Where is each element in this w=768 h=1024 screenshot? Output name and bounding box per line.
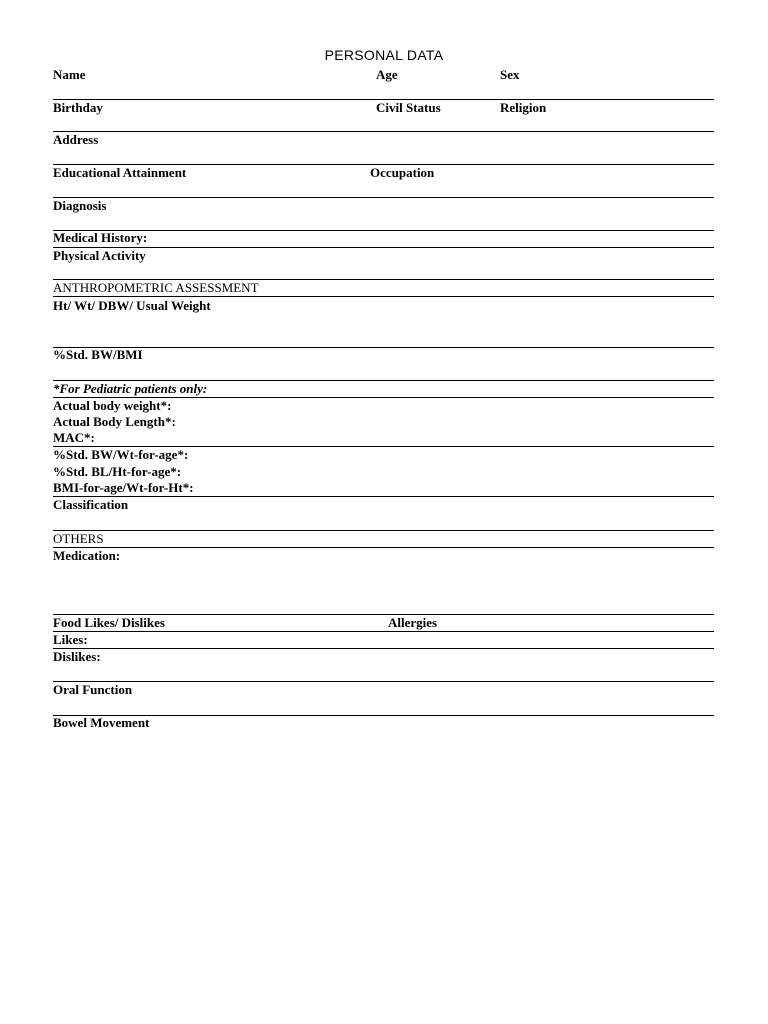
pediatric-heading: *For Pediatric patients only: xyxy=(53,381,208,396)
dislikes-line xyxy=(53,681,714,682)
diagnosis-label: Diagnosis xyxy=(53,198,107,213)
medical-history-line xyxy=(53,247,714,248)
birthday-label: Birthday xyxy=(53,100,103,115)
mac-label: MAC*: xyxy=(53,430,95,445)
occupation-label: Occupation xyxy=(370,165,435,180)
oral-function-label: Oral Function xyxy=(53,682,133,697)
civil-status-label: Civil Status xyxy=(376,100,441,115)
bmi-for-age-label: BMI-for-age/Wt-for-Ht*: xyxy=(53,480,194,495)
ht-wt-dbw-label: Ht/ Wt/ DBW/ Usual Weight xyxy=(53,298,211,313)
age-label: Age xyxy=(376,67,398,82)
others-heading-line xyxy=(53,547,714,548)
physical-activity-label: Physical Activity xyxy=(53,248,146,263)
anthropometric-heading-line xyxy=(53,296,714,297)
sex-label: Sex xyxy=(500,67,520,82)
form-title: PERSONAL DATA xyxy=(324,47,444,63)
bowel-movement-label: Bowel Movement xyxy=(53,715,150,730)
actual-body-weight-label: Actual body weight*: xyxy=(53,398,172,413)
name-label: Name xyxy=(53,67,86,82)
food-likes-dislikes-label: Food Likes/ Dislikes xyxy=(53,615,165,630)
likes-label: Likes: xyxy=(53,632,88,647)
classification-label: Classification xyxy=(53,497,129,512)
medical-history-label: Medical History: xyxy=(53,230,148,245)
religion-label: Religion xyxy=(500,100,547,115)
food-likes-line xyxy=(53,631,714,632)
actual-body-length-label: Actual Body Length*: xyxy=(53,414,176,429)
medication-label: Medication: xyxy=(53,548,121,563)
bmi-for-age-line xyxy=(53,496,714,497)
likes-line xyxy=(53,648,714,649)
educational-attainment-label: Educational Attainment xyxy=(53,165,187,180)
education-line xyxy=(53,197,714,198)
std-bw-wt-for-age-label: %Std. BW/Wt-for-age*: xyxy=(53,447,189,462)
ht-wt-line xyxy=(53,347,714,348)
allergies-label: Allergies xyxy=(388,615,438,630)
address-label: Address xyxy=(53,132,99,147)
classification-line xyxy=(53,530,714,531)
dislikes-label: Dislikes: xyxy=(53,649,101,664)
diagnosis-line xyxy=(53,230,714,231)
others-heading: OTHERS xyxy=(53,531,104,546)
anthropometric-heading: ANTHROPOMETRIC ASSESSMENT xyxy=(53,280,259,295)
std-bl-ht-for-age-label: %Std. BL/Ht-for-age*: xyxy=(53,464,182,479)
birthday-line xyxy=(53,131,714,132)
std-bw-bmi-label: %Std. BW/BMI xyxy=(53,347,143,362)
oral-function-line xyxy=(53,715,714,716)
